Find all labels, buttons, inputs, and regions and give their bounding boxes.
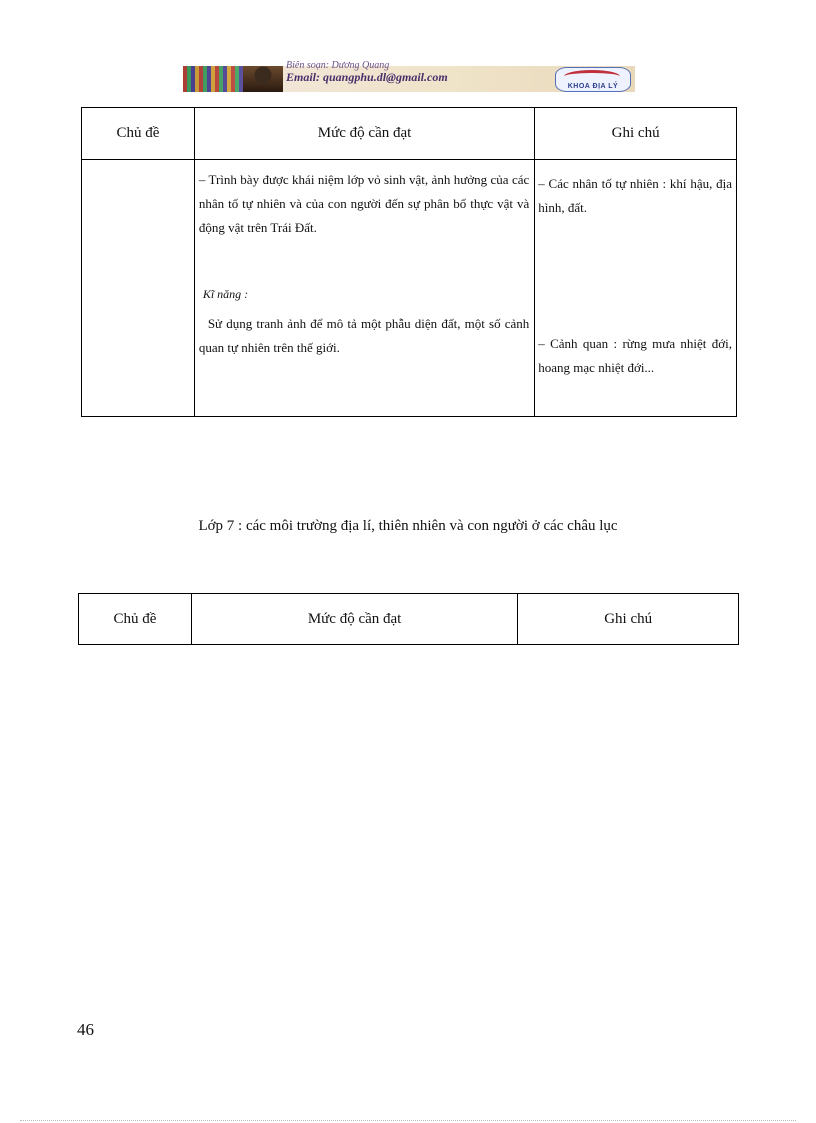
curriculum-table-1 [81, 107, 737, 417]
curriculum-table-2 [78, 593, 739, 645]
khoa-dia-ly-logo [555, 67, 631, 92]
table-header-row [79, 594, 739, 645]
skill-label: Kĩ năng : [202, 287, 249, 301]
note-landscapes: – Cảnh quan : rừng mưa nhiệt đới, hoang mạc nhiệt đới... [538, 336, 732, 375]
requirement-cell [194, 160, 534, 417]
requirement-knowledge-text: – Trình bày được khái niệm lớp vỏ sinh vật, ảnh hưởng của các nhân tố tự nhiên và của con người đến sự phân bố thực vật và động vật trên Trái Đất. [198, 172, 530, 235]
header-note: Ghi chú [535, 108, 737, 160]
banner-email: Email: quangphu.dl@gmail.com [286, 70, 448, 84]
header-note: Ghi chú [518, 594, 739, 645]
header-banner [183, 60, 635, 92]
banner-author-line: Biên soạn: Dương Quang [286, 60, 390, 71]
header-topic: Chủ đề [79, 594, 192, 645]
banner-portrait-image [243, 66, 283, 92]
logo-swoosh-icon [564, 70, 620, 83]
table-row [82, 160, 737, 417]
footer-divider [20, 1120, 796, 1121]
section-title: Lớp 7 : các môi trường địa lí, thiên nhiên và con người ở các châu lục [198, 518, 618, 534]
table-header-row [82, 108, 737, 160]
topic-cell [82, 160, 195, 417]
note-natural-factors: – Các nhân tố tự nhiên : khí hậu, địa hình, đất. [538, 176, 732, 215]
skill-text: Sử dụng tranh ảnh để mô tả một phẫu diện đất, một số cảnh quan tự nhiên trên thế giới. [198, 316, 530, 355]
page-number: 46 [77, 1020, 94, 1039]
logo-text: KHOA ĐỊA LÝ [567, 83, 619, 90]
header-topic: Chủ đề [82, 108, 195, 160]
note-cell [535, 160, 737, 417]
header-requirement: Mức độ cần đạt [191, 594, 517, 645]
header-requirement: Mức độ cần đạt [194, 108, 534, 160]
